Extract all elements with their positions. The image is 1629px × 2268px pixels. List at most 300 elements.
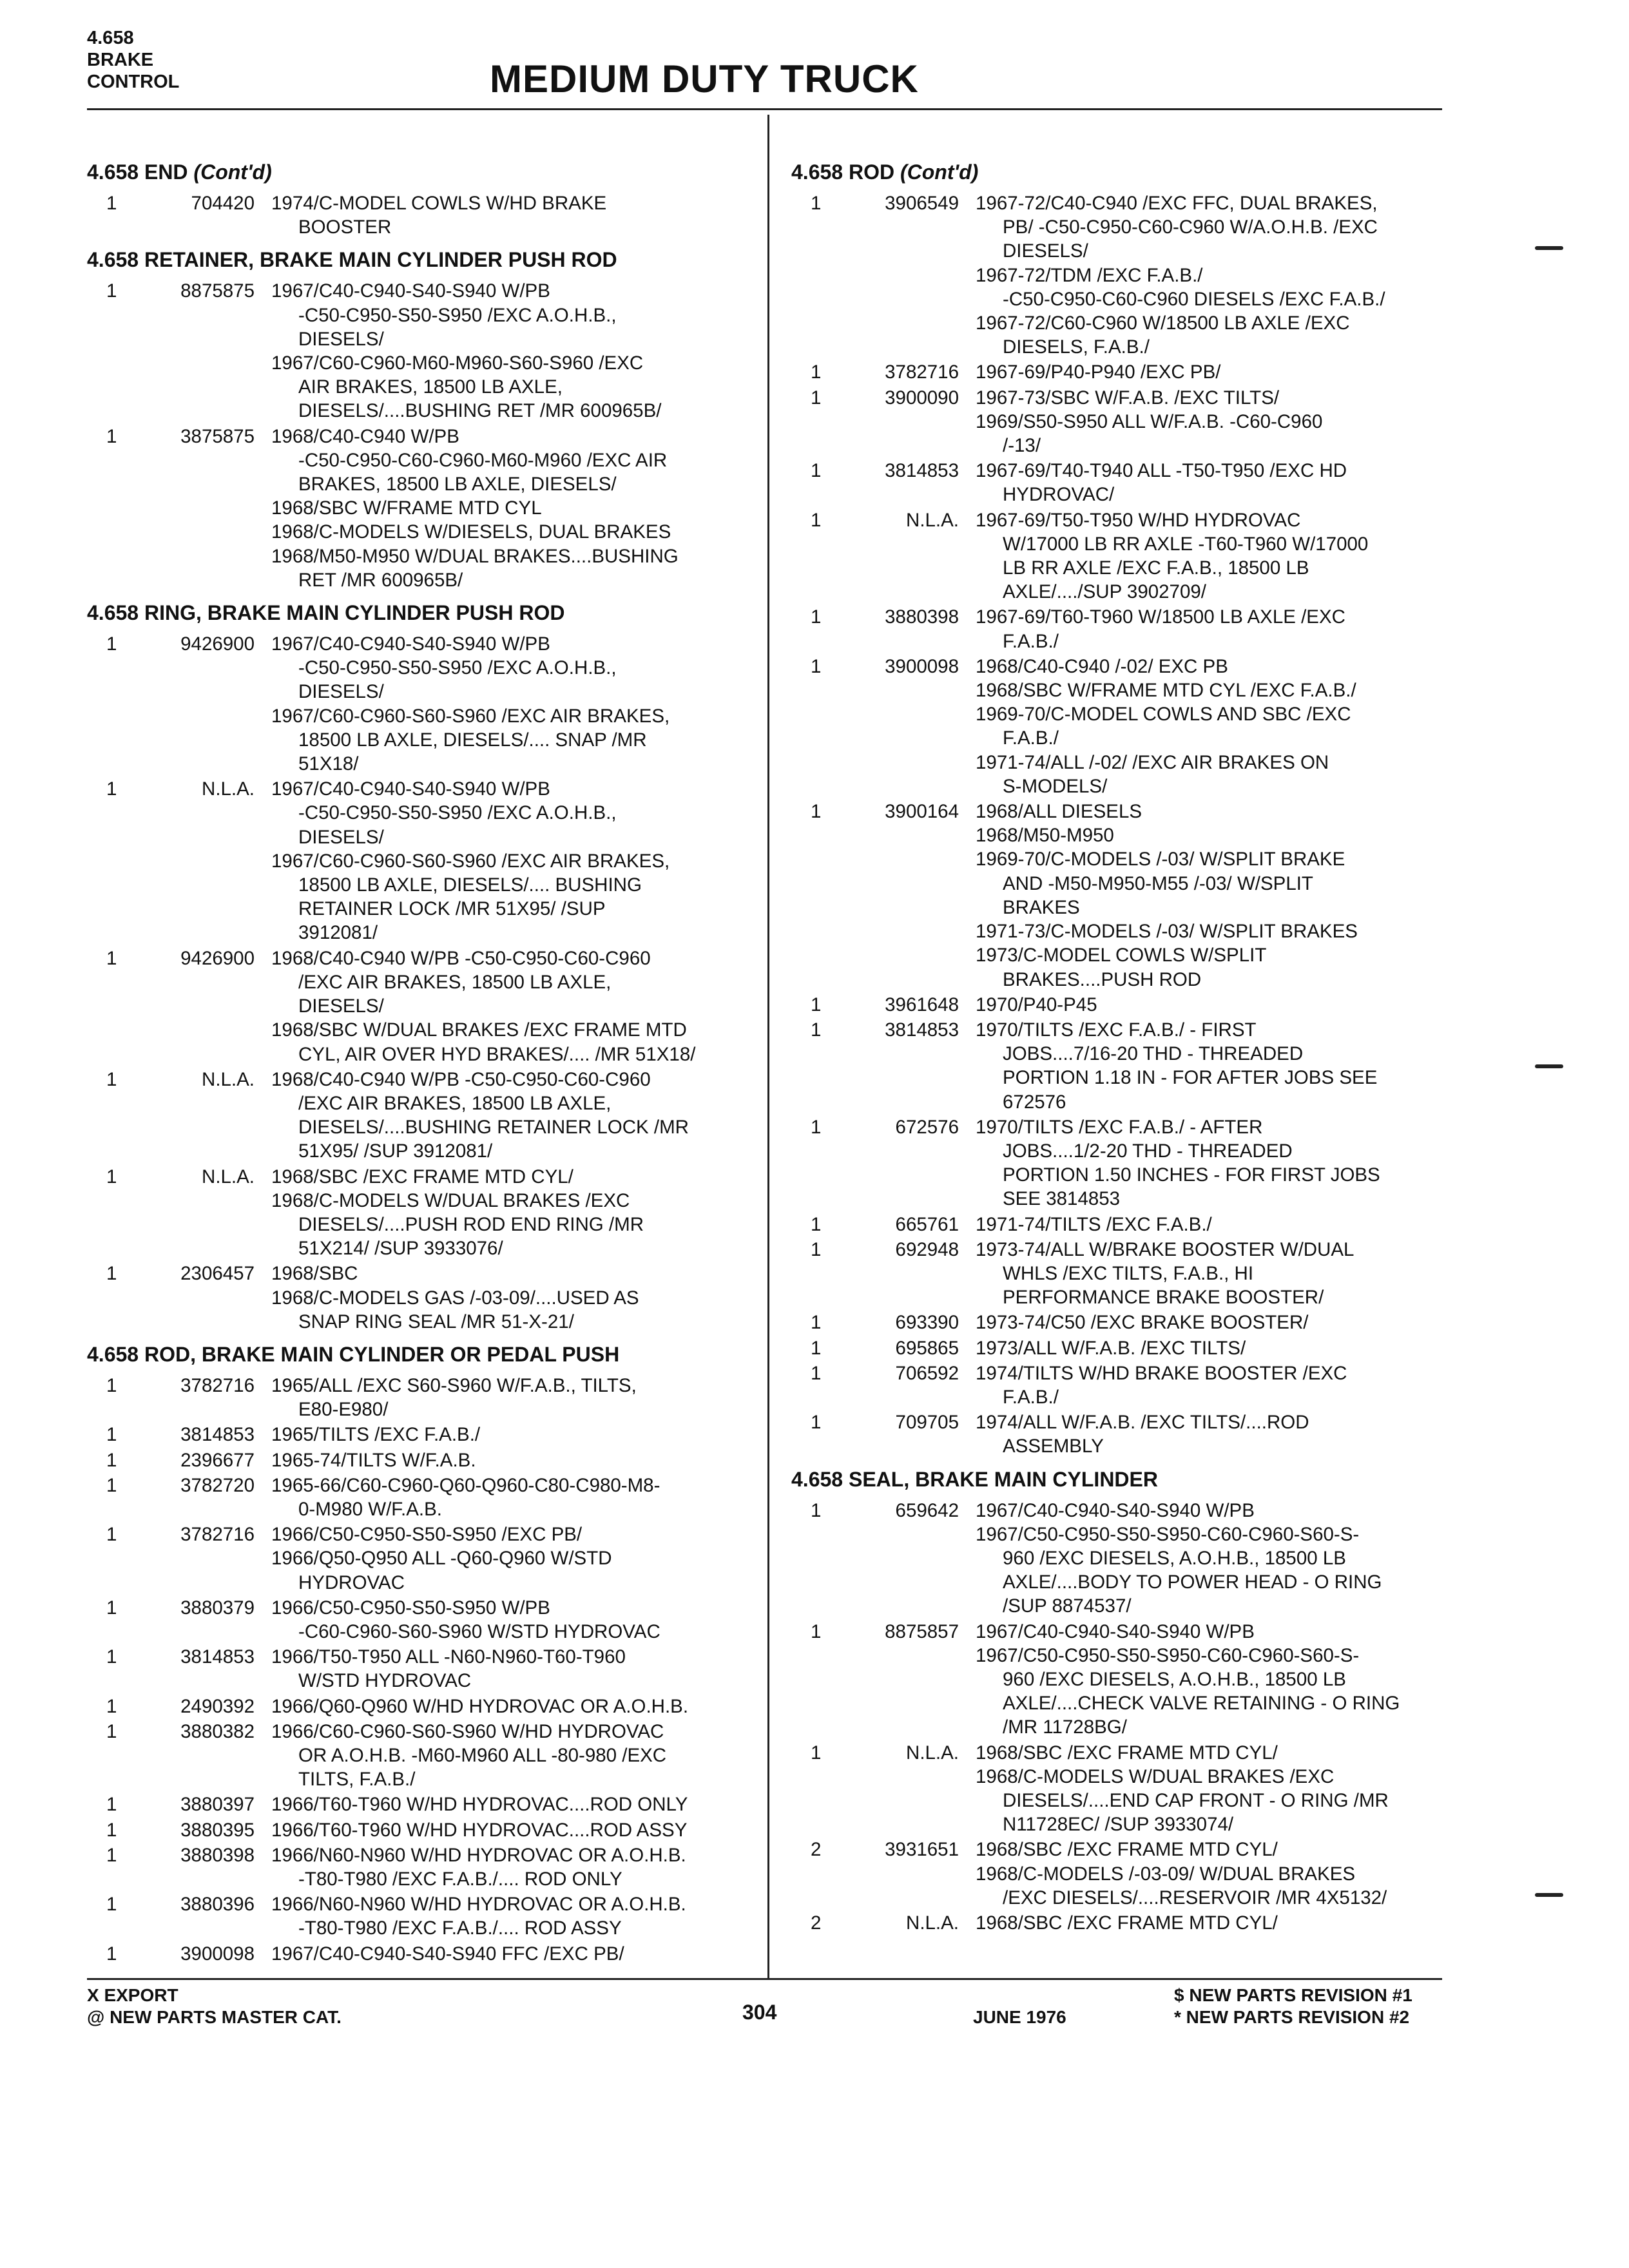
part-description <box>976 1115 1445 1211</box>
part-quantity: 1 <box>106 1474 117 1496</box>
part-number: 8875857 <box>885 1620 959 1642</box>
footer-date: JUNE 1976 <box>973 2007 1066 2027</box>
page-title: MEDIUM DUTY TRUCK <box>490 57 919 101</box>
part-quantity: 1 <box>106 1424 117 1446</box>
part-entry <box>791 1620 1445 1740</box>
description-line: N11728EC/ /SUP 3933074/ <box>1003 1814 1234 1836</box>
part-quantity: 1 <box>106 1524 117 1546</box>
part-entry <box>791 655 1445 798</box>
description-line: -C50-C950-S50-S950 /EXC A.O.H.B., <box>298 304 617 326</box>
section-continued-label: (Cont'd) <box>900 160 979 184</box>
part-description <box>976 1499 1445 1619</box>
right-column <box>791 151 1445 1936</box>
part-description <box>271 1942 789 1966</box>
description-line: 1968/C-MODELS W/DUAL BRAKES /EXC <box>271 1189 630 1211</box>
part-number: N.L.A. <box>202 1166 255 1187</box>
description-line: 51X95/ /SUP 3912081/ <box>298 1140 493 1162</box>
part-description <box>976 1741 1445 1837</box>
description-line: 1968/C-MODELS /-03-09/ W/DUAL BRAKES <box>976 1863 1356 1885</box>
description-line: 1970/TILTS /EXC F.A.B./ - AFTER <box>976 1116 1263 1138</box>
part-description <box>271 1843 789 1891</box>
section-heading-title: RING, BRAKE MAIN CYLINDER PUSH ROD <box>144 601 565 625</box>
part-description <box>976 1336 1445 1360</box>
description-line: 1974/TILTS W/HD BRAKE BOOSTER /EXC <box>976 1362 1347 1384</box>
part-description <box>976 993 1445 1017</box>
description-line: 1967/C40-C940-S40-S940 W/PB <box>271 778 550 800</box>
part-number: 2306457 <box>180 1263 255 1285</box>
description-line: /MR 11728BG/ <box>1003 1716 1127 1738</box>
description-line: -T80-T980 /EXC F.A.B./.... ROD ONLY <box>298 1869 622 1890</box>
description-line: 1965/ALL /EXC S60-S960 W/F.A.B., TILTS, <box>271 1374 637 1396</box>
part-number: 3875875 <box>180 425 255 447</box>
description-line: DIESELS/....BUSHING RET /MR 600965B/ <box>298 400 662 422</box>
description-line: SNAP RING SEAL /MR 51-X-21/ <box>298 1311 574 1332</box>
part-description <box>271 191 789 239</box>
description-line: 1968/C40-C940 /-02/ EXC PB <box>976 655 1228 677</box>
footer-revision-1: $ NEW PARTS REVISION #1 <box>1174 1985 1412 2005</box>
description-line: 1967/C60-C960-S60-S960 /EXC AIR BRAKES, <box>271 705 670 727</box>
description-line: 1967-69/T40-T940 ALL -T50-T950 /EXC HD <box>976 460 1347 482</box>
part-entry <box>791 1499 1445 1619</box>
description-line: 1967/C50-C950-S50-S950-C60-C960-S60-S- <box>976 1644 1360 1666</box>
description-line: 1966/N60-N960 W/HD HYDROVAC OR A.O.H.B. <box>271 1894 686 1916</box>
description-line: 1968/SBC /EXC FRAME MTD CYL/ <box>976 1839 1278 1861</box>
part-entry <box>87 425 789 592</box>
part-quantity: 1 <box>106 1597 117 1619</box>
description-line: DIESELS, F.A.B./ <box>1003 336 1150 358</box>
part-description <box>976 1213 1445 1236</box>
part-number: 3900164 <box>885 801 959 823</box>
part-description <box>271 1818 789 1842</box>
part-entry <box>87 777 789 945</box>
description-line: 1965-66/C60-C960-Q60-Q960-C80-C980-M8- <box>271 1474 660 1496</box>
description-line: 1968/SBC W/FRAME MTD CYL /EXC F.A.B./ <box>976 680 1356 702</box>
part-description <box>976 1410 1445 1458</box>
part-number: 704420 <box>191 193 255 214</box>
description-line: 1968/C40-C940 W/PB -C50-C950-C60-C960 <box>271 1068 651 1090</box>
part-quantity: 1 <box>106 1695 117 1717</box>
description-line: BOOSTER <box>298 216 392 238</box>
part-quantity: 1 <box>811 1362 822 1384</box>
part-number: 8875875 <box>180 280 255 302</box>
part-number: 693390 <box>895 1312 959 1334</box>
description-line: F.A.B./ <box>1003 1386 1059 1408</box>
description-line: 1968/M50-M950 <box>976 825 1114 847</box>
part-number: 3782716 <box>180 1524 255 1546</box>
part-number: 3814853 <box>885 460 959 482</box>
part-quantity: 1 <box>106 193 117 214</box>
part-number: N.L.A. <box>906 509 959 531</box>
part-description <box>271 279 789 423</box>
description-line: 1973/ALL W/F.A.B. /EXC TILTS/ <box>976 1337 1246 1359</box>
description-line: 1966/N60-N960 W/HD HYDROVAC OR A.O.H.B. <box>271 1844 686 1866</box>
part-quantity: 1 <box>811 1620 822 1642</box>
part-quantity: 1 <box>106 947 117 969</box>
description-line: OR A.O.H.B. -M60-M960 ALL -80-980 /EXC <box>298 1744 667 1766</box>
description-line: 1969-70/C-MODELS /-03/ W/SPLIT BRAKE <box>976 849 1345 870</box>
description-line: 18500 LB AXLE, DIESELS/.... BUSHING <box>298 874 642 896</box>
description-line: 1967-72/TDM /EXC F.A.B./ <box>976 264 1203 286</box>
part-entry <box>791 459 1445 506</box>
part-description <box>976 191 1445 359</box>
part-number: 3880398 <box>180 1844 255 1866</box>
part-quantity: 1 <box>106 778 117 800</box>
description-line: RET /MR 600965B/ <box>298 569 463 591</box>
description-line: PORTION 1.50 INCHES - FOR FIRST JOBS <box>1003 1164 1380 1186</box>
description-line: HYDROVAC <box>298 1571 405 1593</box>
part-entry <box>791 1238 1445 1310</box>
part-number: 3880398 <box>885 606 959 628</box>
description-line: 1971-74/TILTS /EXC F.A.B./ <box>976 1213 1212 1235</box>
part-quantity: 1 <box>811 1312 822 1334</box>
part-number: 695865 <box>895 1337 959 1359</box>
part-entry <box>87 1892 789 1940</box>
part-quantity: 1 <box>811 1213 822 1235</box>
description-line: E80-E980/ <box>298 1399 389 1421</box>
part-description <box>976 1838 1445 1910</box>
part-quantity: 1 <box>811 361 822 383</box>
part-number: 3814853 <box>885 1019 959 1041</box>
part-number: 665761 <box>895 1213 959 1235</box>
part-entry <box>791 1311 1445 1334</box>
description-line: 1967-69/P40-P940 /EXC PB/ <box>976 361 1221 383</box>
part-number: 3900090 <box>885 387 959 408</box>
part-number: 3900098 <box>885 655 959 677</box>
part-number: 692948 <box>895 1238 959 1260</box>
part-description <box>976 1911 1445 1935</box>
part-number: 3782716 <box>885 361 959 383</box>
section-heading-title: SEAL, BRAKE MAIN CYLINDER <box>848 1467 1158 1491</box>
description-line: 1967/C60-C960-M60-M960-S60-S960 /EXC <box>271 352 644 374</box>
part-number: 2490392 <box>180 1695 255 1717</box>
description-line: AXLE/....BODY TO POWER HEAD - O RING <box>1003 1571 1382 1593</box>
part-description <box>976 800 1445 992</box>
part-entry <box>791 1911 1445 1935</box>
part-entry <box>87 1695 789 1718</box>
section-heading <box>87 247 789 273</box>
description-line: 1971-74/ALL /-02/ /EXC AIR BRAKES ON <box>976 751 1329 773</box>
part-number: 3782720 <box>180 1474 255 1496</box>
part-description <box>976 1018 1445 1114</box>
section-heading <box>87 1341 789 1367</box>
description-line: SEE 3814853 <box>1003 1188 1121 1210</box>
part-number: 659642 <box>895 1499 959 1521</box>
left-column <box>87 151 789 1967</box>
part-description <box>271 1262 789 1334</box>
part-entry <box>791 800 1445 992</box>
description-line: /EXC AIR BRAKES, 18500 LB AXLE, <box>298 971 612 993</box>
part-entry <box>87 191 789 239</box>
part-description <box>976 1238 1445 1310</box>
description-line: 1965/TILTS /EXC F.A.B./ <box>271 1424 481 1446</box>
part-description <box>271 1474 789 1521</box>
part-number: N.L.A. <box>906 1912 959 1934</box>
description-line: TILTS, F.A.B./ <box>298 1769 416 1791</box>
description-line: 672576 <box>1003 1091 1066 1113</box>
description-line: 1968/C-MODELS GAS /-03-09/....USED AS <box>271 1287 639 1309</box>
description-line: HYDROVAC/ <box>1003 484 1115 506</box>
description-line: DIESELS/ <box>298 328 384 350</box>
part-number: 3880397 <box>180 1794 255 1816</box>
description-line: 1966/T60-T960 W/HD HYDROVAC....ROD ASSY <box>271 1819 688 1841</box>
part-entry <box>87 1448 789 1472</box>
description-line: 1968/C-MODELS W/DUAL BRAKES /EXC <box>976 1765 1335 1787</box>
part-entry <box>791 605 1445 653</box>
part-quantity: 1 <box>106 1374 117 1396</box>
description-line: DIESELS/ <box>298 995 384 1017</box>
description-line: 960 /EXC DIESELS, A.O.H.B., 18500 LB <box>1003 1668 1346 1690</box>
part-description <box>976 459 1445 506</box>
section-heading-title: ROD <box>848 160 895 184</box>
part-entry <box>87 1942 789 1966</box>
part-entry <box>87 1523 789 1595</box>
description-line: 1974/ALL W/F.A.B. /EXC TILTS/....ROD <box>976 1412 1309 1434</box>
part-number: 706592 <box>895 1362 959 1384</box>
part-description <box>271 947 789 1066</box>
part-number: 3880382 <box>180 1720 255 1742</box>
part-entry <box>791 1115 1445 1211</box>
part-entry <box>791 360 1445 384</box>
part-entry <box>791 191 1445 359</box>
part-entry <box>791 1741 1445 1837</box>
part-quantity: 1 <box>106 1844 117 1866</box>
margin-dash-mark <box>1535 246 1563 250</box>
part-number: 3931651 <box>885 1839 959 1861</box>
part-quantity: 1 <box>811 1499 822 1521</box>
part-entry <box>791 1361 1445 1409</box>
section-code: 4.658 <box>87 28 134 48</box>
description-line: 1967/C40-C940-S40-S940 FFC /EXC PB/ <box>271 1943 624 1965</box>
part-number: 672576 <box>895 1116 959 1138</box>
section-heading-code: 4.658 <box>87 160 139 184</box>
description-line: 1968/SBC W/FRAME MTD CYL <box>271 497 542 519</box>
description-line: 1973-74/ALL W/BRAKE BOOSTER W/DUAL <box>976 1238 1354 1260</box>
description-line: 1968/C-MODELS W/DIESELS, DUAL BRAKES <box>271 521 671 543</box>
part-description <box>976 655 1445 798</box>
description-line: WHLS /EXC TILTS, F.A.B., HI <box>1003 1262 1254 1284</box>
part-quantity: 1 <box>106 425 117 447</box>
description-line: CYL, AIR OVER HYD BRAKES/.... /MR 51X18/ <box>298 1043 696 1065</box>
part-description <box>271 777 789 945</box>
part-number: 2396677 <box>180 1449 255 1471</box>
part-description <box>271 1165 789 1261</box>
part-entry <box>87 1165 789 1261</box>
part-entry <box>791 1336 1445 1360</box>
section-heading-code: 4.658 <box>791 1467 843 1491</box>
description-line: 1968/SBC /EXC FRAME MTD CYL/ <box>976 1912 1278 1934</box>
description-line: 1966/C50-C950-S50-S950 /EXC PB/ <box>271 1524 583 1546</box>
part-entry <box>87 1596 789 1644</box>
part-quantity: 1 <box>811 1019 822 1041</box>
description-line: JOBS....7/16-20 THD - THREADED <box>1003 1043 1304 1065</box>
part-number: 3814853 <box>180 1646 255 1668</box>
part-quantity: 1 <box>106 1943 117 1965</box>
section-heading <box>791 1466 1445 1492</box>
description-line: -C50-C950-C60-C960 DIESELS /EXC F.A.B./ <box>1003 288 1385 310</box>
section-heading <box>87 600 789 626</box>
description-line: 1968/C40-C940 W/PB <box>271 425 459 447</box>
part-entry <box>791 1213 1445 1236</box>
description-line: 1967-69/T50-T950 W/HD HYDROVAC <box>976 509 1301 531</box>
part-entry <box>791 1410 1445 1458</box>
part-description <box>976 605 1445 653</box>
description-line: -C50-C950-S50-S950 /EXC A.O.H.B., <box>298 802 617 824</box>
section-heading-title: ROD, BRAKE MAIN CYLINDER OR PEDAL PUSH <box>144 1342 620 1366</box>
section-heading <box>87 159 789 185</box>
part-number: 3782716 <box>180 1374 255 1396</box>
part-description <box>976 386 1445 458</box>
part-number: 3880395 <box>180 1819 255 1841</box>
description-line: PB/ -C50-C950-C60-C960 W/A.O.H.B. /EXC <box>1003 216 1378 238</box>
section-heading-code: 4.658 <box>87 1342 139 1366</box>
description-line: S-MODELS/ <box>1003 775 1108 797</box>
part-description <box>976 1361 1445 1409</box>
part-number: 3900098 <box>180 1943 255 1965</box>
description-line: W/STD HYDROVAC <box>298 1670 472 1692</box>
description-line: PORTION 1.18 IN - FOR AFTER JOBS SEE <box>1003 1067 1378 1089</box>
description-line: 1970/P40-P45 <box>976 994 1097 1015</box>
part-description <box>976 1311 1445 1334</box>
part-description <box>271 1523 789 1595</box>
footer-master-legend: @ NEW PARTS MASTER CAT. <box>87 2007 342 2027</box>
part-entry <box>791 1018 1445 1114</box>
part-quantity: 1 <box>811 801 822 823</box>
part-quantity: 1 <box>811 655 822 677</box>
description-line: 1968/C40-C940 W/PB -C50-C950-C60-C960 <box>271 947 651 969</box>
section-heading <box>791 159 1445 185</box>
part-quantity: 1 <box>106 1263 117 1285</box>
description-line: 18500 LB AXLE, DIESELS/.... SNAP /MR <box>298 729 647 751</box>
page-number: 304 <box>742 2001 777 2024</box>
description-line: 1966/Q50-Q950 ALL -Q60-Q960 W/STD <box>271 1548 612 1570</box>
part-number: 3961648 <box>885 994 959 1015</box>
description-line: DIESELS/ <box>298 681 384 703</box>
part-quantity: 2 <box>811 1912 822 1934</box>
part-entry <box>87 1423 789 1446</box>
part-entry <box>87 1474 789 1521</box>
description-line: -C60-C960-S60-S960 W/STD HYDROVAC <box>298 1620 660 1642</box>
part-entry <box>87 1068 789 1164</box>
description-line: 51X214/ /SUP 3933076/ <box>298 1238 503 1260</box>
part-entry <box>87 1720 789 1792</box>
description-line: 1973-74/C50 /EXC BRAKE BOOSTER/ <box>976 1312 1309 1334</box>
part-quantity: 1 <box>811 1238 822 1260</box>
description-line: 1967-72/C60-C960 W/18500 LB AXLE /EXC <box>976 312 1350 334</box>
description-line: -C50-C950-S50-S950 /EXC A.O.H.B., <box>298 657 617 679</box>
part-quantity: 1 <box>106 1894 117 1916</box>
description-line: 1974/C-MODEL COWLS W/HD BRAKE <box>271 193 607 214</box>
description-line: BRAKES <box>1003 896 1080 918</box>
section-subgroup: CONTROL <box>87 72 180 92</box>
part-quantity: 1 <box>811 1412 822 1434</box>
description-line: -T80-T980 /EXC F.A.B./.... ROD ASSY <box>298 1917 622 1939</box>
part-description <box>976 508 1445 604</box>
part-entry <box>791 386 1445 458</box>
description-line: ASSEMBLY <box>1003 1436 1104 1457</box>
part-quantity: 1 <box>106 633 117 655</box>
part-quantity: 1 <box>106 1449 117 1471</box>
part-quantity: 1 <box>106 280 117 302</box>
part-number: 3880396 <box>180 1894 255 1916</box>
section-heading-code: 4.658 <box>87 248 139 272</box>
part-quantity: 1 <box>811 606 822 628</box>
section-heading-title: RETAINER, BRAKE MAIN CYLINDER PUSH ROD <box>144 248 617 272</box>
part-number: 9426900 <box>180 947 255 969</box>
part-entry <box>87 1792 789 1816</box>
description-line: 1966/C60-C960-S60-S960 W/HD HYDROVAC <box>271 1720 664 1742</box>
section-heading-code: 4.658 <box>87 601 139 625</box>
description-line: 1967/C40-C940-S40-S940 W/PB <box>271 280 550 302</box>
part-description <box>271 1423 789 1446</box>
part-description <box>976 360 1445 384</box>
description-line: DIESELS/....BUSHING RETAINER LOCK /MR <box>298 1117 689 1139</box>
description-line: /SUP 8874537/ <box>1003 1595 1132 1617</box>
description-line: F.A.B./ <box>1003 630 1059 652</box>
part-number: 3906549 <box>885 193 959 214</box>
description-line: 51X18/ <box>298 753 359 775</box>
description-line: 1968/SBC /EXC FRAME MTD CYL/ <box>271 1166 574 1187</box>
part-description <box>271 1720 789 1792</box>
part-number: 9426900 <box>180 633 255 655</box>
description-line: 1966/T60-T960 W/HD HYDROVAC....ROD ONLY <box>271 1794 688 1816</box>
part-number: 709705 <box>895 1412 959 1434</box>
description-line: 3912081/ <box>298 922 378 944</box>
description-line: 1967-72/C40-C940 /EXC FFC, DUAL BRAKES, <box>976 193 1378 214</box>
description-line: PERFORMANCE BRAKE BOOSTER/ <box>1003 1287 1324 1309</box>
part-description <box>271 1695 789 1718</box>
footer-revision-2: * NEW PARTS REVISION #2 <box>1174 2007 1410 2027</box>
description-line: 1967-69/T60-T960 W/18500 LB AXLE /EXC <box>976 606 1345 628</box>
description-line: 1967/C40-C940-S40-S940 W/PB <box>976 1620 1255 1642</box>
footer-export-legend: X EXPORT <box>87 1985 178 2005</box>
description-line: JOBS....1/2-20 THD - THREADED <box>1003 1140 1293 1162</box>
part-description <box>976 1620 1445 1740</box>
margin-dash-mark <box>1535 1893 1563 1897</box>
header-rule <box>87 108 1442 110</box>
description-line: BRAKES....PUSH ROD <box>1003 968 1202 990</box>
description-line: /EXC AIR BRAKES, 18500 LB AXLE, <box>298 1092 612 1114</box>
part-description <box>271 1374 789 1421</box>
part-entry <box>87 1843 789 1891</box>
description-line: F.A.B./ <box>1003 727 1059 749</box>
section-heading-code: 4.658 <box>791 160 843 184</box>
description-line: 1971-73/C-MODELS /-03/ W/SPLIT BRAKES <box>976 921 1358 943</box>
description-line: AXLE/....CHECK VALVE RETAINING - O RING <box>1003 1693 1400 1715</box>
part-entry <box>791 1838 1445 1910</box>
part-quantity: 1 <box>811 994 822 1015</box>
description-line: 1968/SBC /EXC FRAME MTD CYL/ <box>976 1742 1278 1763</box>
description-line: 960 /EXC DIESELS, A.O.H.B., 18500 LB <box>1003 1547 1346 1569</box>
description-line: DIESELS/ <box>1003 240 1088 262</box>
part-entry <box>87 1262 789 1334</box>
description-line: 1973/C-MODEL COWLS W/SPLIT <box>976 945 1267 966</box>
description-line: AXLE/..../SUP 3902709/ <box>1003 581 1206 603</box>
description-line: DIESELS/....PUSH ROD END RING /MR <box>298 1213 644 1235</box>
description-line: LB RR AXLE /EXC F.A.B., 18500 LB <box>1003 557 1309 579</box>
part-number: N.L.A. <box>906 1742 959 1763</box>
description-line: 1967-73/SBC W/F.A.B. /EXC TILTS/ <box>976 387 1280 408</box>
part-number: 3814853 <box>180 1424 255 1446</box>
description-line: 1968/SBC W/DUAL BRAKES /EXC FRAME MTD <box>271 1019 687 1041</box>
description-line: AND -M50-M950-M55 /-03/ W/SPLIT <box>1003 872 1313 894</box>
description-line: 1965-74/TILTS W/F.A.B. <box>271 1449 476 1471</box>
description-line: W/17000 LB RR AXLE -T60-T960 W/17000 <box>1003 533 1369 555</box>
part-quantity: 1 <box>106 1068 117 1090</box>
section-group: BRAKE <box>87 50 154 70</box>
description-line: -C50-C950-C60-C960-M60-M960 /EXC AIR <box>298 449 668 471</box>
description-line: 1968/M50-M950 W/DUAL BRAKES....BUSHING <box>271 545 679 567</box>
part-entry <box>87 632 789 776</box>
